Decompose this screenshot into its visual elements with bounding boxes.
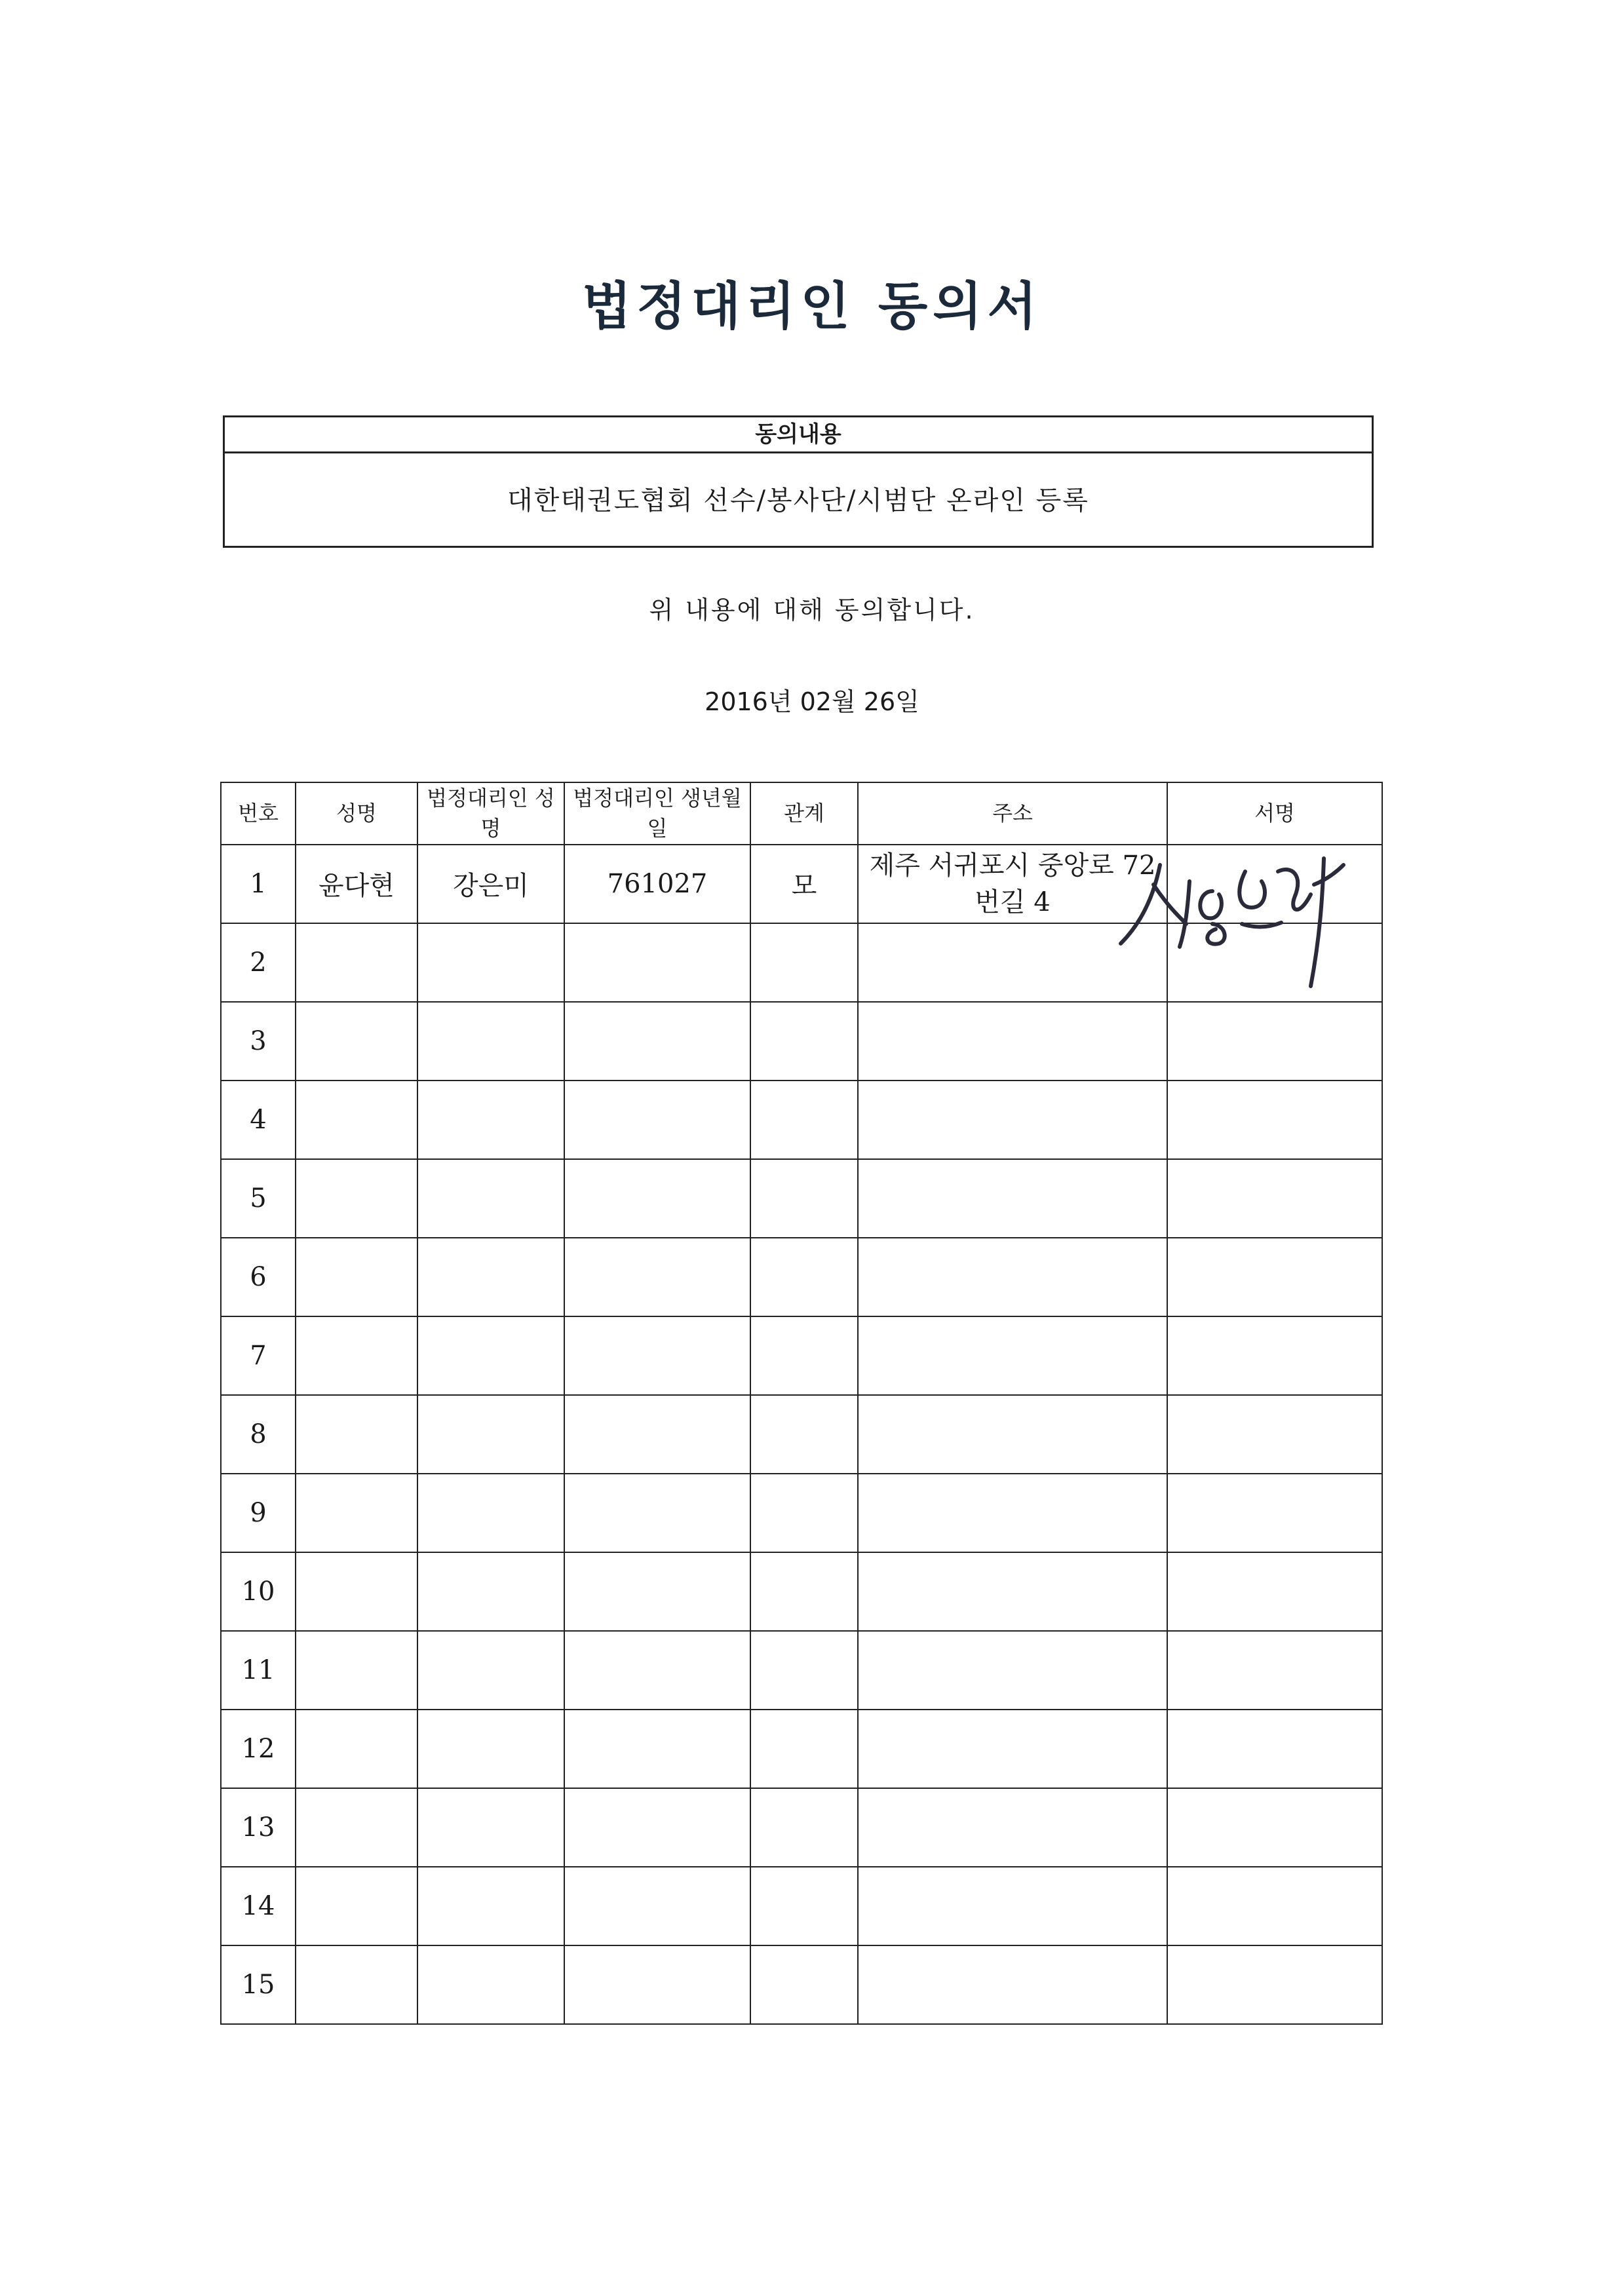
cell-guardian-name bbox=[417, 1238, 564, 1316]
cell-address bbox=[858, 1631, 1167, 1710]
cell-signature bbox=[1167, 845, 1382, 923]
cell-name bbox=[296, 1631, 417, 1710]
cell-name bbox=[296, 1710, 417, 1788]
cell-guardian-name bbox=[417, 1159, 564, 1238]
header-no: 번호 bbox=[221, 782, 296, 845]
header-relation: 관계 bbox=[750, 782, 858, 845]
cell-guardian-birth bbox=[564, 1081, 750, 1159]
cell-relation bbox=[750, 1631, 858, 1710]
cell-address bbox=[858, 1788, 1167, 1867]
cell-guardian-birth: 761027 bbox=[564, 845, 750, 923]
cell-relation bbox=[750, 1159, 858, 1238]
cell-relation: 모 bbox=[750, 845, 858, 923]
cell-guardian-birth bbox=[564, 1788, 750, 1867]
cell-name bbox=[296, 1474, 417, 1552]
cell-address bbox=[858, 1710, 1167, 1788]
cell-no: 3 bbox=[221, 1002, 296, 1081]
cell-relation bbox=[750, 1081, 858, 1159]
cell-guardian-birth bbox=[564, 923, 750, 1002]
table-row bbox=[221, 1316, 1382, 1395]
cell-relation bbox=[750, 1552, 858, 1631]
cell-guardian-name bbox=[417, 1631, 564, 1710]
cell-relation bbox=[750, 1945, 858, 2024]
cell-signature bbox=[1167, 1002, 1382, 1081]
cell-guardian-birth bbox=[564, 1631, 750, 1710]
cell-guardian-name: 강은미 bbox=[417, 845, 564, 923]
cell-guardian-birth bbox=[564, 1867, 750, 1945]
cell-name bbox=[296, 1316, 417, 1395]
header-address: 주소 bbox=[858, 782, 1167, 845]
cell-signature bbox=[1167, 1474, 1382, 1552]
table-body bbox=[221, 845, 1382, 2024]
consent-statement: 위 내용에 대해 동의합니다. bbox=[649, 596, 975, 624]
cell-guardian-name bbox=[417, 1002, 564, 1081]
cell-name bbox=[296, 1552, 417, 1631]
consent-text: 대한태권도협회 선수/봉사단/시범단 온라인 등록 bbox=[507, 486, 1089, 516]
cell-name bbox=[296, 1945, 417, 2024]
cell-no: 2 bbox=[221, 923, 296, 1002]
consent-content-box bbox=[223, 415, 1374, 548]
cell-name bbox=[296, 1159, 417, 1238]
cell-relation bbox=[750, 1238, 858, 1316]
table-row bbox=[221, 1867, 1382, 1945]
cell-no: 7 bbox=[221, 1316, 296, 1395]
cell-name bbox=[296, 1867, 417, 1945]
cell-signature bbox=[1167, 1159, 1382, 1238]
table-row bbox=[221, 1081, 1382, 1159]
cell-relation bbox=[750, 1395, 858, 1474]
cell-signature bbox=[1167, 1788, 1382, 1867]
table-row bbox=[221, 1238, 1382, 1316]
cell-relation bbox=[750, 1788, 858, 1867]
cell-signature bbox=[1167, 1710, 1382, 1788]
cell-no: 1 bbox=[221, 845, 296, 923]
cell-guardian-name bbox=[417, 923, 564, 1002]
cell-no: 4 bbox=[221, 1081, 296, 1159]
cell-no: 9 bbox=[221, 1474, 296, 1552]
cell-address bbox=[858, 1867, 1167, 1945]
cell-signature bbox=[1167, 1631, 1382, 1710]
header-guardian-name: 법정대리인 성명 bbox=[417, 782, 564, 845]
cell-no: 6 bbox=[221, 1238, 296, 1316]
cell-address bbox=[858, 1395, 1167, 1474]
cell-no: 11 bbox=[221, 1631, 296, 1710]
cell-signature bbox=[1167, 1867, 1382, 1945]
table-row bbox=[221, 1474, 1382, 1552]
table-row bbox=[221, 1710, 1382, 1788]
cell-guardian-birth bbox=[564, 1159, 750, 1238]
cell-name bbox=[296, 1238, 417, 1316]
cell-guardian-birth bbox=[564, 1395, 750, 1474]
cell-guardian-name bbox=[417, 1788, 564, 1867]
cell-relation bbox=[750, 1710, 858, 1788]
cell-guardian-name bbox=[417, 1081, 564, 1159]
cell-address bbox=[858, 1081, 1167, 1159]
cell-guardian-name bbox=[417, 1710, 564, 1788]
guardian-consent-table bbox=[220, 782, 1383, 2025]
cell-signature bbox=[1167, 923, 1382, 1002]
cell-no: 13 bbox=[221, 1788, 296, 1867]
cell-no: 10 bbox=[221, 1552, 296, 1631]
table-row bbox=[221, 923, 1382, 1002]
cell-signature bbox=[1167, 1552, 1382, 1631]
cell-signature bbox=[1167, 1945, 1382, 2024]
header-guardian-birth: 법정대리인 생년월일 bbox=[564, 782, 750, 845]
cell-address bbox=[858, 1316, 1167, 1395]
cell-name bbox=[296, 1002, 417, 1081]
cell-guardian-name bbox=[417, 1316, 564, 1395]
cell-address bbox=[858, 923, 1167, 1002]
cell-guardian-birth bbox=[564, 1710, 750, 1788]
table-row bbox=[221, 1788, 1382, 1867]
cell-guardian-birth bbox=[564, 1474, 750, 1552]
cell-name bbox=[296, 923, 417, 1002]
cell-guardian-birth bbox=[564, 1945, 750, 2024]
cell-guardian-name bbox=[417, 1395, 564, 1474]
cell-name bbox=[296, 1788, 417, 1867]
cell-address bbox=[858, 1945, 1167, 2024]
cell-guardian-birth bbox=[564, 1002, 750, 1081]
table-row bbox=[221, 1945, 1382, 2024]
cell-relation bbox=[750, 1002, 858, 1081]
cell-guardian-birth bbox=[564, 1552, 750, 1631]
cell-no: 5 bbox=[221, 1159, 296, 1238]
document-title: 법정대리인 동의서 bbox=[582, 277, 1042, 336]
cell-address bbox=[858, 1238, 1167, 1316]
cell-name: 윤다현 bbox=[296, 845, 417, 923]
table-row bbox=[221, 1552, 1382, 1631]
cell-signature bbox=[1167, 1395, 1382, 1474]
header-signature: 서명 bbox=[1167, 782, 1382, 845]
cell-relation bbox=[750, 923, 858, 1002]
cell-relation bbox=[750, 1474, 858, 1552]
cell-signature bbox=[1167, 1238, 1382, 1316]
cell-guardian-name bbox=[417, 1867, 564, 1945]
table-row bbox=[221, 1159, 1382, 1238]
cell-address: 제주 서귀포시 중앙로 72번길 4 bbox=[858, 845, 1167, 923]
cell-address bbox=[858, 1474, 1167, 1552]
cell-no: 15 bbox=[221, 1945, 296, 2024]
cell-address bbox=[858, 1159, 1167, 1238]
cell-relation bbox=[750, 1316, 858, 1395]
cell-relation bbox=[750, 1867, 858, 1945]
consent-heading: 동의내용 bbox=[225, 417, 1372, 453]
consent-date: 2016년 02월 26일 bbox=[705, 687, 919, 716]
cell-address bbox=[858, 1552, 1167, 1631]
cell-guardian-name bbox=[417, 1945, 564, 2024]
table-row bbox=[221, 1002, 1382, 1081]
cell-signature bbox=[1167, 1081, 1382, 1159]
cell-guardian-name bbox=[417, 1552, 564, 1631]
table-row bbox=[221, 1631, 1382, 1710]
cell-name bbox=[296, 1081, 417, 1159]
cell-guardian-birth bbox=[564, 1238, 750, 1316]
table-row bbox=[221, 1395, 1382, 1474]
cell-guardian-name bbox=[417, 1474, 564, 1552]
table-row bbox=[221, 845, 1382, 923]
cell-name bbox=[296, 1395, 417, 1474]
cell-no: 8 bbox=[221, 1395, 296, 1474]
cell-no: 14 bbox=[221, 1867, 296, 1945]
cell-no: 12 bbox=[221, 1710, 296, 1788]
cell-signature bbox=[1167, 1316, 1382, 1395]
cell-address bbox=[858, 1002, 1167, 1081]
table-header-row bbox=[221, 782, 1382, 845]
cell-guardian-birth bbox=[564, 1316, 750, 1395]
header-name: 성명 bbox=[296, 782, 417, 845]
